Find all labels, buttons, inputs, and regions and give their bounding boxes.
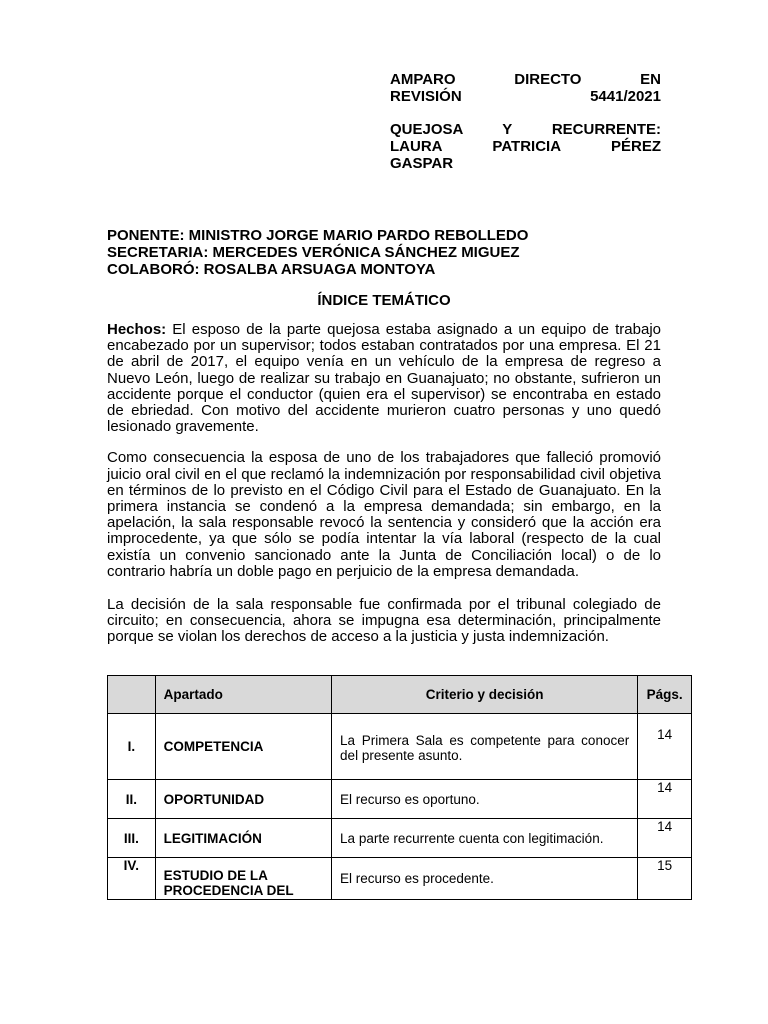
row-criterion: La parte recurrente cuenta con legitimación. — [332, 819, 638, 858]
index-table — [107, 675, 692, 900]
case-number — [390, 71, 661, 105]
table-row — [108, 858, 692, 900]
header-pages: Págs. — [638, 676, 692, 714]
row-pages: 14 — [638, 780, 692, 819]
row-pages: 15 — [638, 858, 692, 900]
facts-text: El esposo de la parte quejosa estaba asignado a un equipo de trabajo encabezado por un supervisor; todos estaban contratados por una empresa. El 21 de abril de 2017, el equipo venía en un vehículo de la empresa de regreso a Nuevo León, luego de realizar su trabajo en Guanajuato; no obstante, sufrieron un accidente porque el conductor (quien era el supervisor) se encontraba en estado de ebriedad. Con motivo del accidente murieron cuatro personas y uno quedó lesionado gravemente. — [107, 321, 661, 436]
case-number-line-2: REVISIÓN 5441/2021 — [390, 88, 661, 105]
facts-paragraph — [107, 322, 661, 435]
row-criterion: El recurso es oportuno. — [332, 780, 638, 819]
row-criterion: La Primera Sala es competente para conocer del presente asunto. — [332, 714, 638, 780]
consequence-paragraph: Como consecuencia la esposa de uno de los trabajadores que falleció promovió juicio oral civil en el que reclamó la indemnización por responsabilidad civil objetiva en términos de lo previsto en el Código Civil para el Estado de Guanajuato. En la primera instancia se condenó a la empresa demandada; sin embargo, en la apelación, la sala responsable revocó la sentencia y consideró que la acción era improcedente, ya que sólo se podía intentar la vía laboral (respecto de la cual existía un convenio sancionado ante la Junta de Conciliación local) o de lo contrario habría un doble pago en perjuicio de la empresa demandada. — [107, 449, 661, 580]
row-section: OPORTUNIDAD — [155, 780, 331, 819]
party-info — [390, 121, 661, 172]
header-number — [108, 676, 156, 714]
credits-block — [107, 227, 667, 278]
row-number: I. — [108, 714, 156, 780]
row-section: ESTUDIO DE LA PROCEDENCIA DEL — [155, 858, 331, 900]
ponente-line: PONENTE: MINISTRO JORGE MARIO PARDO REBOLLEDO — [107, 227, 529, 244]
case-number-line-1: AMPARO DIRECTO EN — [390, 71, 661, 88]
row-number: II. — [108, 780, 156, 819]
index-title: ÍNDICE TEMÁTICO — [317, 292, 451, 309]
party-line-1: QUEJOSA Y RECURRENTE: — [390, 121, 661, 138]
row-number: IV. — [108, 858, 156, 900]
table-row — [108, 714, 692, 780]
header-section: Apartado — [155, 676, 331, 714]
party-line-2: LAURA PATRICIA PÉREZ — [390, 138, 661, 155]
row-number: III. — [108, 819, 156, 858]
row-section: COMPETENCIA — [155, 714, 331, 780]
table-row — [108, 819, 692, 858]
row-pages: 14 — [638, 714, 692, 780]
header-criterion: Criterio y decisión — [332, 676, 638, 714]
row-criterion: El recurso es procedente. — [332, 858, 638, 900]
secretaria-line: SECRETARIA: MERCEDES VERÓNICA SÁNCHEZ MIGUEZ — [107, 244, 520, 261]
facts-label: Hechos: — [107, 321, 167, 338]
party-line-3: GASPAR — [390, 155, 454, 172]
colaboro-line: COLABORÓ: ROSALBA ARSUAGA MONTOYA — [107, 261, 436, 278]
row-pages: 14 — [638, 819, 692, 858]
summary-body — [107, 322, 661, 661]
table-row — [108, 780, 692, 819]
row-section: LEGITIMACIÓN — [155, 819, 331, 858]
decision-paragraph: La decisión de la sala responsable fue confirmada por el tribunal colegiado de circuito; en consecuencia, ahora se impugna esa determinación, principalmente porque se violan los derechos de acceso a la justicia y justa indemnización. — [107, 596, 661, 646]
case-header — [390, 71, 661, 188]
table-header-row — [108, 676, 692, 714]
